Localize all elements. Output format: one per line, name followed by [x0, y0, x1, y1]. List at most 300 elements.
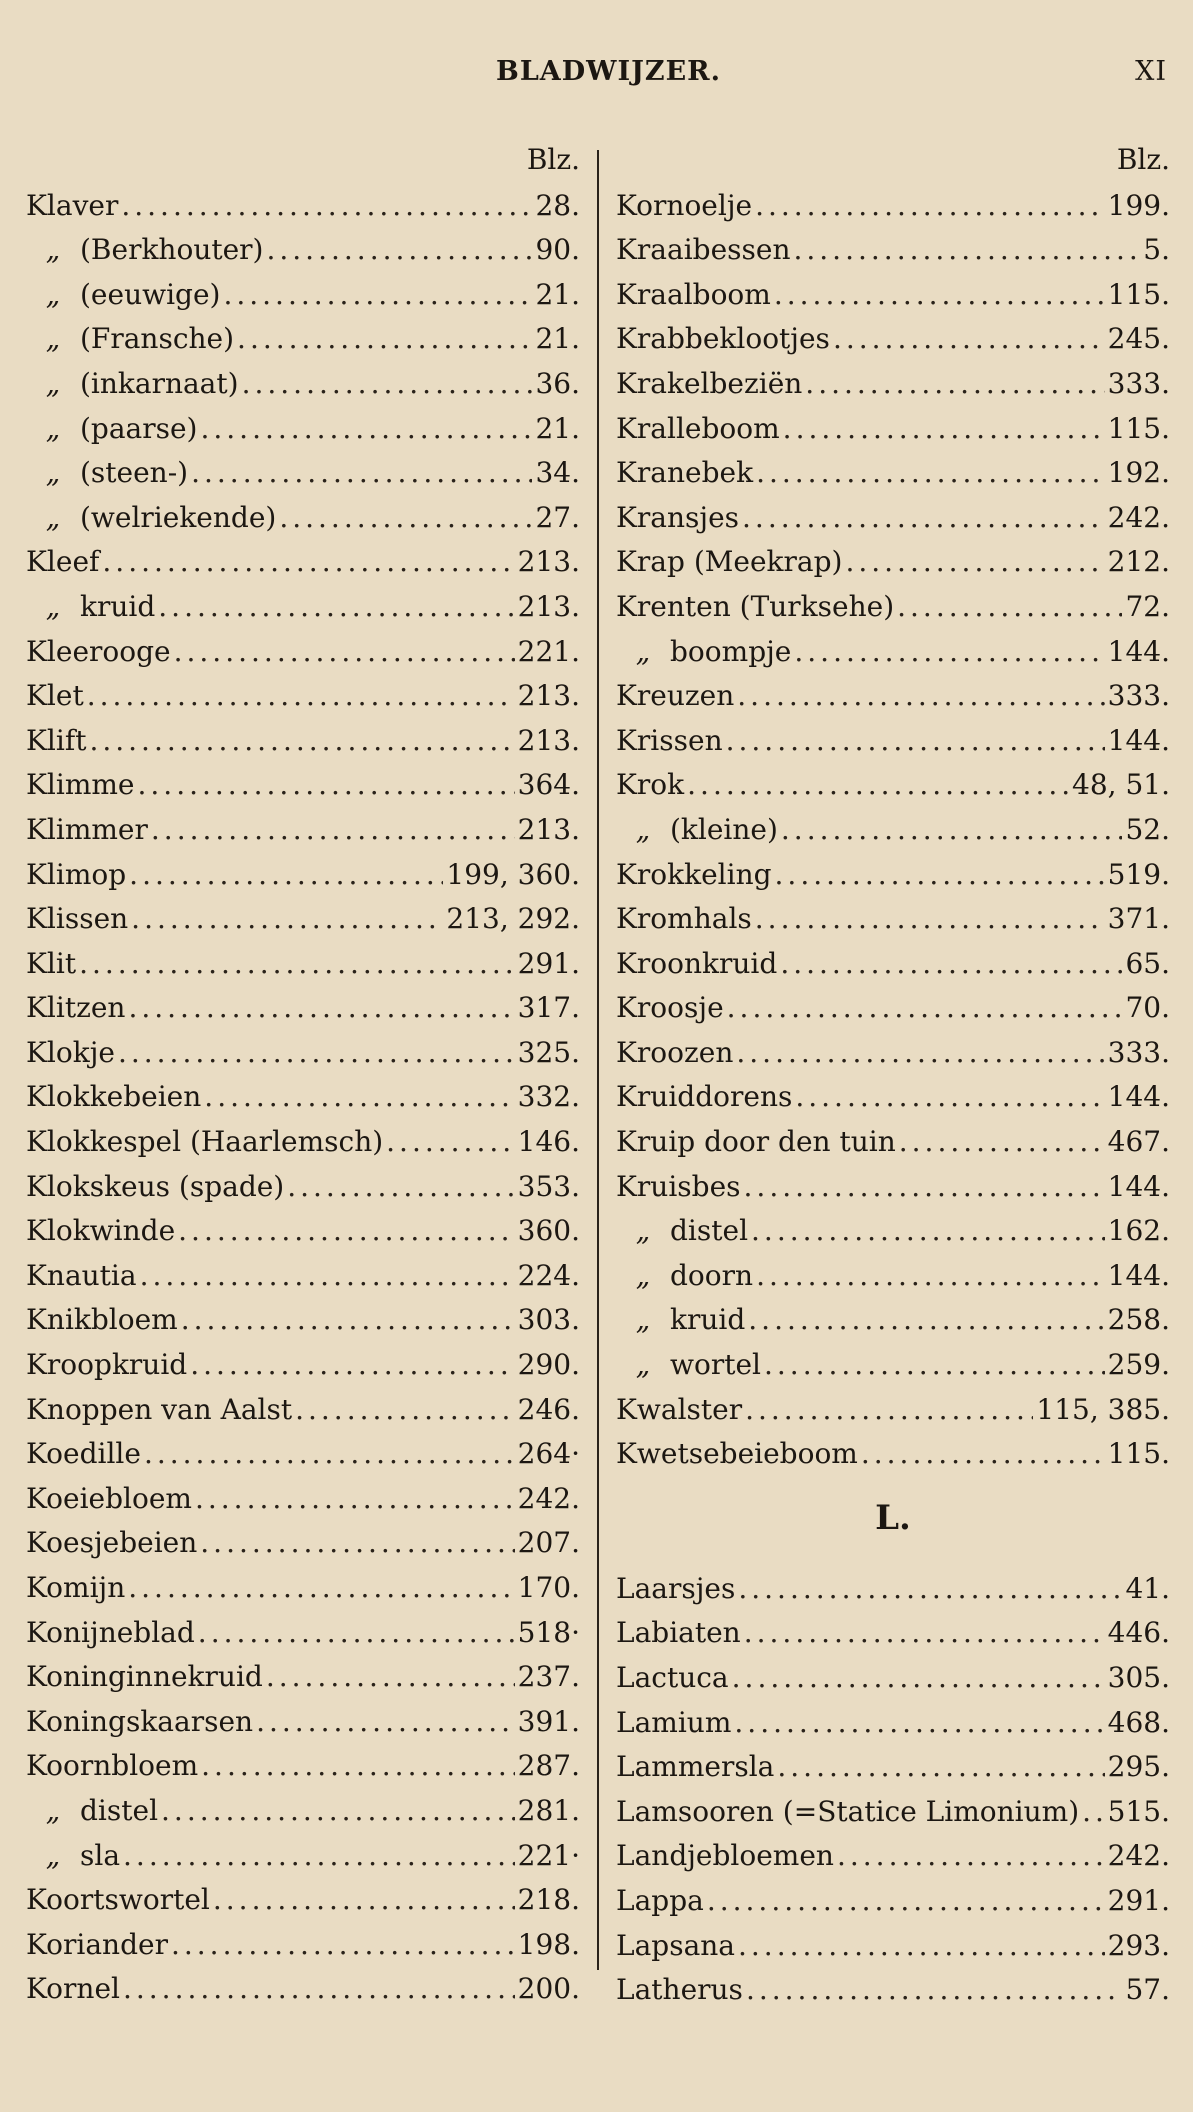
entry-page: 90. [535, 233, 580, 267]
leader-dots [171, 1926, 515, 1964]
entry-page: 295. [1107, 1750, 1170, 1784]
entry-page: 333. [1107, 1035, 1170, 1069]
leader-dots [707, 1882, 1105, 1920]
entry-label [616, 1927, 735, 1965]
entry-label [616, 900, 752, 938]
leader-dots [123, 1837, 515, 1875]
entry-page: 144. [1107, 723, 1170, 757]
entry-term: Klokwinde [26, 1214, 176, 1248]
leader-dots [726, 722, 1105, 760]
index-entry [616, 448, 1170, 493]
entry-label [26, 633, 171, 671]
index-entry [616, 537, 1170, 582]
ditto-mark: „ [635, 1214, 651, 1248]
index-entry [26, 938, 580, 983]
index-entry [26, 1607, 580, 1652]
leader-dots [140, 1257, 515, 1295]
entry-label [26, 900, 128, 938]
entry-page: 28. [535, 188, 580, 222]
entry-label [26, 1524, 197, 1562]
entry-term: Kruip door den tuin [616, 1125, 896, 1159]
entry-label [26, 766, 135, 804]
entry-label [26, 320, 234, 358]
entry-page: 237. [517, 1660, 580, 1694]
index-entry [616, 1295, 1170, 1340]
entry-label [26, 989, 125, 1027]
entry-page: 115. [1107, 277, 1170, 311]
entry-label [26, 1212, 175, 1250]
leader-dots [780, 945, 1122, 983]
entry-label [26, 588, 155, 626]
entry-label [616, 989, 724, 1027]
entry-label [26, 677, 84, 715]
ditto-mark: „ [45, 233, 61, 267]
entry-page: 115. [1107, 1437, 1170, 1471]
leader-dots [755, 187, 1105, 225]
entry-page: 27. [535, 500, 580, 534]
index-entry [616, 1161, 1170, 1206]
leader-dots [386, 1123, 515, 1161]
entry-term: (eeuwige) [80, 277, 221, 311]
leader-dots [151, 811, 515, 849]
entry-label [616, 543, 842, 581]
index-entry [26, 403, 580, 448]
entry-term: Klimop [26, 857, 127, 891]
index-entry [616, 804, 1170, 849]
index-entry [26, 537, 580, 582]
entry-page: 519. [1107, 857, 1170, 891]
entry-term: Koedille [26, 1437, 141, 1471]
entry-page: 213. [517, 679, 580, 713]
entry-term: Kleef [26, 545, 100, 579]
entry-term: Kralleboom [616, 411, 780, 445]
leader-dots [118, 1034, 515, 1072]
entry-page: 518· [517, 1615, 580, 1649]
leader-dots [755, 900, 1105, 938]
leader-dots [79, 945, 515, 983]
entry-page: 391. [517, 1704, 580, 1738]
leader-dots [744, 1614, 1105, 1652]
entry-page: 221· [517, 1838, 580, 1872]
page-number: XI [1135, 56, 1167, 87]
entry-term: Kwetsebeieboom [616, 1437, 858, 1471]
entry-term: Knikbloem [26, 1303, 178, 1337]
index-entry [26, 804, 580, 849]
entry-label [616, 499, 739, 537]
leader-dots [242, 365, 533, 403]
entry-page: 41. [1125, 1571, 1170, 1605]
leader-dots [200, 1524, 514, 1562]
index-entry [616, 492, 1170, 537]
leader-dots [861, 1435, 1105, 1473]
index-entry [616, 269, 1170, 314]
leader-dots [223, 276, 532, 314]
entry-page: 146. [517, 1125, 580, 1159]
entry-label [26, 945, 76, 983]
entry-term: sla [80, 1838, 121, 1872]
leader-dots [748, 1301, 1104, 1339]
index-entry [26, 1339, 580, 1384]
leader-dots [795, 1078, 1104, 1116]
entry-page: 218. [517, 1883, 580, 1917]
entry-term: Klokkespel (Haarlemsch) [26, 1125, 384, 1159]
index-entry [26, 894, 580, 939]
entry-term: (Fransche) [80, 322, 235, 356]
entry-term: Klitzen [26, 991, 126, 1025]
ditto-mark: „ [45, 322, 61, 356]
entry-term: Kornoelje [616, 188, 753, 222]
entry-label [616, 1078, 792, 1116]
ditto-mark: „ [45, 277, 61, 311]
entry-term: Kroozen [616, 1035, 734, 1069]
entry-term: Klaver [26, 188, 119, 222]
entry-term: Lamium [616, 1705, 732, 1739]
index-entry [616, 1563, 1170, 1608]
index-entry [616, 1206, 1170, 1251]
entry-label [616, 187, 752, 225]
index-entry [616, 225, 1170, 270]
index-entry [616, 715, 1170, 760]
leader-dots [746, 1971, 1123, 2009]
entry-label [26, 1658, 263, 1696]
leader-dots [123, 1970, 515, 2008]
index-entry [26, 626, 580, 671]
entry-label [616, 1882, 704, 1920]
entry-page: 325. [517, 1035, 580, 1069]
index-entry [26, 1785, 580, 1830]
index-entry [26, 1741, 580, 1786]
entry-term: Koninginnekruid [26, 1660, 263, 1694]
entry-label [26, 856, 126, 894]
entry-term: distel [80, 1793, 159, 1827]
index-entry [616, 1875, 1170, 1920]
entry-term: Lammersla [616, 1750, 775, 1784]
entry-term: Lappa [616, 1883, 704, 1917]
entry-page: 34. [535, 456, 580, 490]
leader-dots [161, 1792, 515, 1830]
leader-dots [181, 1301, 515, 1339]
entry-label [26, 365, 239, 403]
entry-term: Labiaten [616, 1616, 741, 1650]
ditto-mark: „ [45, 500, 61, 534]
index-entry [616, 626, 1170, 671]
entry-page: 170. [517, 1571, 580, 1604]
entry-label [26, 1792, 158, 1830]
left-entry-list [26, 180, 580, 2008]
leader-dots [256, 1703, 515, 1741]
entry-page: 224. [517, 1258, 580, 1292]
entry-term: Kransjes [616, 500, 740, 534]
index-entry [616, 938, 1170, 983]
entry-label [26, 1301, 178, 1339]
leader-dots [745, 1391, 1033, 1429]
entry-label [26, 276, 220, 314]
entry-page: 213. [517, 545, 580, 579]
entry-term: Kraalboom [616, 277, 771, 311]
leader-dots [200, 410, 532, 448]
index-entry [26, 492, 580, 537]
leader-dots [805, 365, 1104, 403]
entry-term: Latherus [616, 1973, 743, 2007]
leader-dots [732, 1659, 1105, 1697]
entry-term: (welriekende) [80, 500, 277, 534]
entry-label [616, 454, 753, 492]
entry-term: Kwalster [616, 1392, 743, 1426]
entry-label [616, 1212, 748, 1250]
index-entry [26, 448, 580, 493]
entry-term: Koningskaarsen [26, 1704, 254, 1738]
leader-dots [195, 1480, 515, 1518]
entry-page: 221. [517, 634, 580, 668]
entry-label [26, 1970, 120, 2008]
entry-label [26, 231, 263, 269]
leader-dots [198, 1614, 515, 1652]
leader-dots [742, 499, 1105, 537]
ditto-mark: „ [45, 1838, 61, 1872]
entry-page: 144. [1107, 1080, 1170, 1114]
entry-page: 259. [1107, 1348, 1170, 1382]
entry-term: Kraaibessen [616, 233, 791, 267]
leader-dots [89, 722, 514, 760]
entry-term: Kreuzen [616, 679, 735, 713]
entry-term: Klift [26, 723, 87, 757]
entry-label [616, 1301, 745, 1339]
entry-page: 242. [517, 1481, 580, 1515]
entry-page: 212. [1107, 545, 1170, 579]
entry-term: Klet [26, 679, 84, 713]
index-entry [26, 671, 580, 716]
entry-page: 290. [517, 1348, 580, 1382]
entry-term: Krap (Meekrap) [616, 545, 843, 579]
entry-page: 287. [517, 1749, 580, 1783]
leader-dots [744, 1168, 1105, 1206]
entry-page: 468. [1107, 1705, 1170, 1739]
entry-page: 21. [535, 322, 580, 356]
leader-dots [87, 677, 515, 715]
leader-dots [201, 1747, 515, 1785]
entry-term: (inkarnaat) [80, 366, 239, 400]
section-heading: L. [875, 1498, 911, 1539]
entry-term: Krenten (Turksehe) [616, 589, 895, 623]
leader-dots [687, 766, 1069, 804]
entry-term: (paarse) [80, 411, 198, 445]
entry-page: 199. [1107, 188, 1170, 222]
right-entry-list-l [616, 1563, 1170, 2009]
entry-label [26, 1078, 201, 1116]
entry-label [616, 1391, 742, 1429]
entry-term: Krok [616, 768, 685, 802]
entry-term: kruid [670, 1303, 746, 1337]
entry-page: 332. [517, 1080, 580, 1114]
entry-term: (kleine) [670, 812, 778, 846]
index-entry [26, 1830, 580, 1875]
entry-label [26, 1926, 168, 1964]
leader-dots [128, 989, 514, 1027]
entry-term: Koesjebeien [26, 1526, 198, 1560]
leader-dots [764, 1346, 1105, 1384]
entry-page: 467. [1107, 1125, 1170, 1159]
entry-page: 213. [517, 723, 580, 757]
entry-term: Klimmer [26, 812, 148, 846]
entry-page: 48, 51. [1072, 768, 1170, 802]
entry-page: 5. [1143, 233, 1170, 267]
column-divider [597, 150, 599, 1970]
leader-dots [833, 320, 1105, 358]
entry-term: Knautia [26, 1258, 137, 1292]
entry-label [26, 811, 148, 849]
leader-dots [774, 276, 1105, 314]
entry-page: 305. [1107, 1661, 1170, 1694]
index-entry [616, 983, 1170, 1028]
index-entry [616, 358, 1170, 403]
entry-page: 371. [1107, 902, 1170, 936]
index-entry [616, 1027, 1170, 1072]
entry-term: Kleerooge [26, 634, 171, 668]
entry-label [616, 1837, 834, 1875]
entry-label [616, 410, 780, 448]
entry-label [616, 231, 790, 269]
entry-term: Kruiddorens [616, 1080, 793, 1114]
leader-dots [204, 1078, 514, 1116]
entry-label [26, 543, 99, 581]
entry-label [616, 276, 771, 314]
entry-page: 115. [1107, 411, 1170, 445]
entry-label [26, 1257, 137, 1295]
entry-label [26, 499, 276, 537]
index-entry [26, 581, 580, 626]
leader-dots [102, 543, 514, 581]
index-entry [616, 894, 1170, 939]
entry-page: 446. [1107, 1616, 1170, 1650]
index-entry [616, 1384, 1170, 1429]
index-entry [616, 581, 1170, 626]
index-entry [26, 715, 580, 760]
leader-dots [295, 1391, 515, 1429]
index-entry [616, 1116, 1170, 1161]
index-entry [26, 760, 580, 805]
index-entry [26, 1161, 580, 1206]
entry-label [26, 187, 118, 225]
entry-label [616, 365, 802, 403]
leader-dots [738, 1927, 1105, 1965]
entry-label [26, 1569, 125, 1607]
entry-label [26, 1480, 192, 1518]
leader-dots [1082, 1793, 1105, 1831]
entry-page: 242. [1107, 1839, 1170, 1873]
entry-page: 144. [1107, 1169, 1170, 1203]
index-entry [616, 1831, 1170, 1876]
entry-term: Konijneblad [26, 1615, 195, 1649]
entry-label [616, 1748, 774, 1786]
entry-page: 317. [517, 991, 580, 1025]
entry-page: 207. [517, 1526, 580, 1560]
index-entry [26, 1652, 580, 1697]
leader-dots [756, 454, 1105, 492]
entry-page: 333. [1107, 366, 1170, 400]
entry-label [616, 811, 778, 849]
entry-term: Kranebek [616, 456, 754, 490]
entry-label [616, 1123, 896, 1161]
entry-label [616, 722, 723, 760]
entry-page: 200. [517, 1972, 580, 2006]
leader-dots [279, 499, 532, 537]
ditto-mark: „ [45, 366, 61, 400]
index-entry [26, 1562, 580, 1607]
entry-label [616, 1659, 729, 1697]
entry-page: 192. [1107, 456, 1170, 490]
leader-dots [121, 187, 532, 225]
leader-dots [734, 1704, 1104, 1742]
leader-dots [837, 1837, 1105, 1875]
entry-label [616, 1257, 753, 1295]
leader-dots [287, 1168, 514, 1206]
ditto-mark: „ [45, 411, 61, 445]
index-entry [616, 1742, 1170, 1787]
entry-page: 291. [1107, 1883, 1170, 1917]
entry-page: 333. [1107, 679, 1170, 713]
index-entry [26, 1919, 580, 1964]
entry-label [616, 1346, 761, 1384]
leader-dots [738, 1570, 1122, 1608]
ditto-mark: „ [45, 1793, 61, 1827]
left-column [26, 140, 580, 2008]
entry-term: Lactuca [616, 1661, 729, 1694]
index-entry [26, 180, 580, 225]
entry-page: 281. [517, 1793, 580, 1827]
leader-dots [190, 1346, 514, 1384]
entry-term: Klokskeus (spade) [26, 1169, 285, 1203]
ditto-mark: „ [45, 456, 61, 490]
entry-page: 293. [1107, 1928, 1170, 1962]
entry-term: Koriander [26, 1927, 168, 1961]
entry-page: 264· [517, 1437, 580, 1471]
right-column [616, 140, 1170, 2009]
entry-label [26, 1123, 383, 1161]
leader-dots [793, 231, 1140, 269]
leader-dots [138, 766, 515, 804]
index-entry [616, 1920, 1170, 1965]
entry-label [616, 633, 791, 671]
entry-label [26, 1837, 120, 1875]
entry-page: 213, 292. [446, 902, 580, 936]
index-entry [616, 1697, 1170, 1742]
entry-label [616, 945, 777, 983]
entry-label [616, 1971, 743, 2009]
index-entry [616, 1072, 1170, 1117]
index-entry [616, 314, 1170, 359]
index-entry [26, 1875, 580, 1920]
entry-page: 72. [1125, 589, 1170, 623]
index-entry [26, 1473, 580, 1518]
entry-page: 245. [1107, 322, 1170, 356]
entry-term: Kromhals [616, 902, 752, 936]
entry-label [26, 1034, 115, 1072]
entry-term: Klit [26, 946, 77, 980]
leader-dots [174, 633, 515, 671]
entry-page: 213. [517, 589, 580, 623]
entry-page: 246. [517, 1392, 580, 1426]
entry-page: 303. [517, 1303, 580, 1337]
ditto-mark: „ [635, 1348, 651, 1382]
entry-label [26, 1346, 187, 1384]
entry-label [616, 1793, 1079, 1831]
entry-term: Kroosje [616, 991, 724, 1025]
entry-term: Kroonkruid [616, 946, 778, 980]
entry-term: Koortswortel [26, 1883, 210, 1917]
entry-term: Lamsooren (=Statice Limonium) [616, 1794, 1080, 1828]
entry-term: distel [670, 1214, 749, 1248]
leader-dots [781, 811, 1123, 849]
